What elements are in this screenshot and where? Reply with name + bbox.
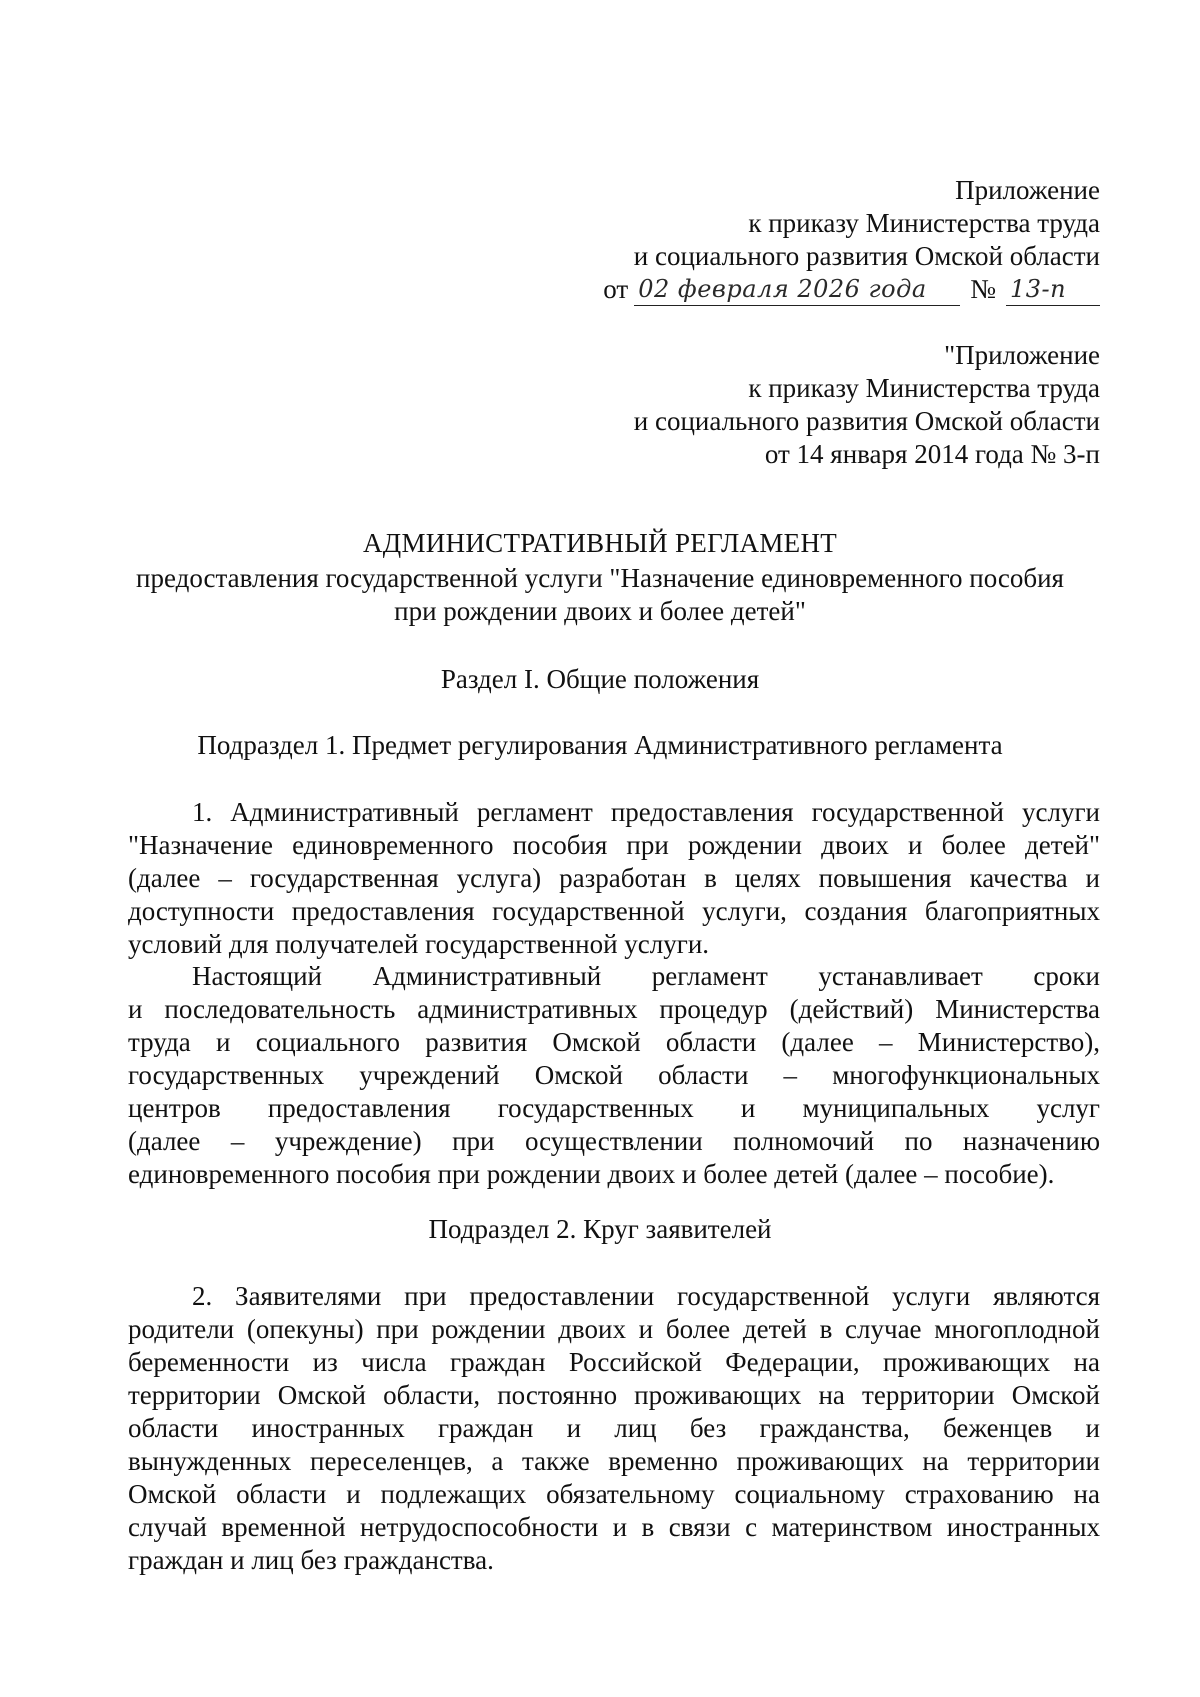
appendix-header <box>603 174 1100 306</box>
document-title: АДМИНИСТРАТИВНЫЙ РЕГЛАМЕНТ <box>362 528 838 558</box>
section-title: Раздел I. Общие положения <box>440 664 760 694</box>
paragraph-line: "Назначение единовременного пособия при рождении двоих и более детей" <box>128 830 1100 860</box>
handwritten-date: 02 февраля 2026 года <box>634 275 960 306</box>
paragraph-line: беременности из числа граждан Российской Федерации, проживающих на <box>128 1347 1100 1377</box>
original-order-line: к приказу Министерства труда <box>748 373 1100 403</box>
paragraph-line: Настоящий Административный регламент устанавливает сроки <box>192 961 1100 991</box>
appendix-label: Приложение <box>955 175 1100 205</box>
paragraph-2 <box>128 960 1100 1191</box>
paragraph-line: и последовательность административных процедур (действий) Министерства <box>128 994 1100 1024</box>
paragraph-line: государственных учреждений Омской области – многофункциональных <box>128 1060 1100 1090</box>
paragraph-line: 1. Административный регламент предоставления государственной услуги <box>192 797 1100 827</box>
paragraph-line: условий для получателей государственной услуги. <box>128 929 710 959</box>
paragraph-line: (далее – государственная услуга) разработан в целях повышения качества и <box>128 863 1100 893</box>
paragraph-line: случай временной нетрудоспособности и в связи с материнством иностранных <box>128 1512 1100 1542</box>
document-subtitle-line1: предоставления государственной услуги "Назначение единовременного пособия <box>136 563 1064 593</box>
paragraph-line: Омской области и подлежащих обязательному социальному страхованию на <box>128 1479 1100 1509</box>
paragraph-line: доступности предоставления государственной услуги, создания благоприятных <box>128 896 1100 926</box>
appendix-date-line <box>603 273 1100 306</box>
original-ministry-line: и социального развития Омской области <box>633 406 1100 436</box>
paragraph-line: труда и социального развития Омской области (далее – Министерство), <box>128 1027 1100 1057</box>
paragraph-line: граждан и лиц без гражданства. <box>128 1545 494 1575</box>
original-appendix-header <box>634 339 1100 471</box>
subsection-2-title: Подраздел 2. Круг заявителей <box>428 1214 772 1244</box>
paragraph-3 <box>128 1280 1100 1577</box>
paragraph-line: родители (опекуны) при рождении двоих и более детей в случае многоплодной <box>128 1314 1100 1344</box>
appendix-order-line: к приказу Министерства труда <box>748 208 1100 238</box>
paragraph-1 <box>128 796 1100 961</box>
subsection-1-title: Подраздел 1. Предмет регулирования Административного регламента <box>197 730 1003 760</box>
handwritten-number: 13-п <box>1006 275 1100 306</box>
appendix-ministry-line: и социального развития Омской области <box>633 241 1100 271</box>
paragraph-line: центров предоставления государственных и муниципальных услуг <box>128 1093 1100 1123</box>
paragraph-line: (далее – учреждение) при осуществлении полномочий по назначению <box>128 1126 1100 1156</box>
document-subtitle-line2: при рождении двоих и более детей" <box>394 596 806 626</box>
paragraph-line: области иностранных граждан и лиц без гражданства, беженцев и <box>128 1413 1100 1443</box>
number-label: № <box>970 274 996 304</box>
paragraph-line: 2. Заявителями при предоставлении государственной услуги являются <box>192 1281 1100 1311</box>
date-prefix: от <box>603 274 629 304</box>
paragraph-line: единовременного пособия при рождении двоих и более детей (далее – пособие). <box>128 1159 1055 1189</box>
paragraph-line: вынужденных переселенцев, а также временно проживающих на территории <box>128 1446 1100 1476</box>
original-appendix-label: "Приложение <box>944 340 1100 370</box>
original-date-line: от 14 января 2014 года № 3-п <box>764 439 1100 469</box>
paragraph-line: территории Омской области, постоянно проживающих на территории Омской <box>128 1380 1100 1410</box>
